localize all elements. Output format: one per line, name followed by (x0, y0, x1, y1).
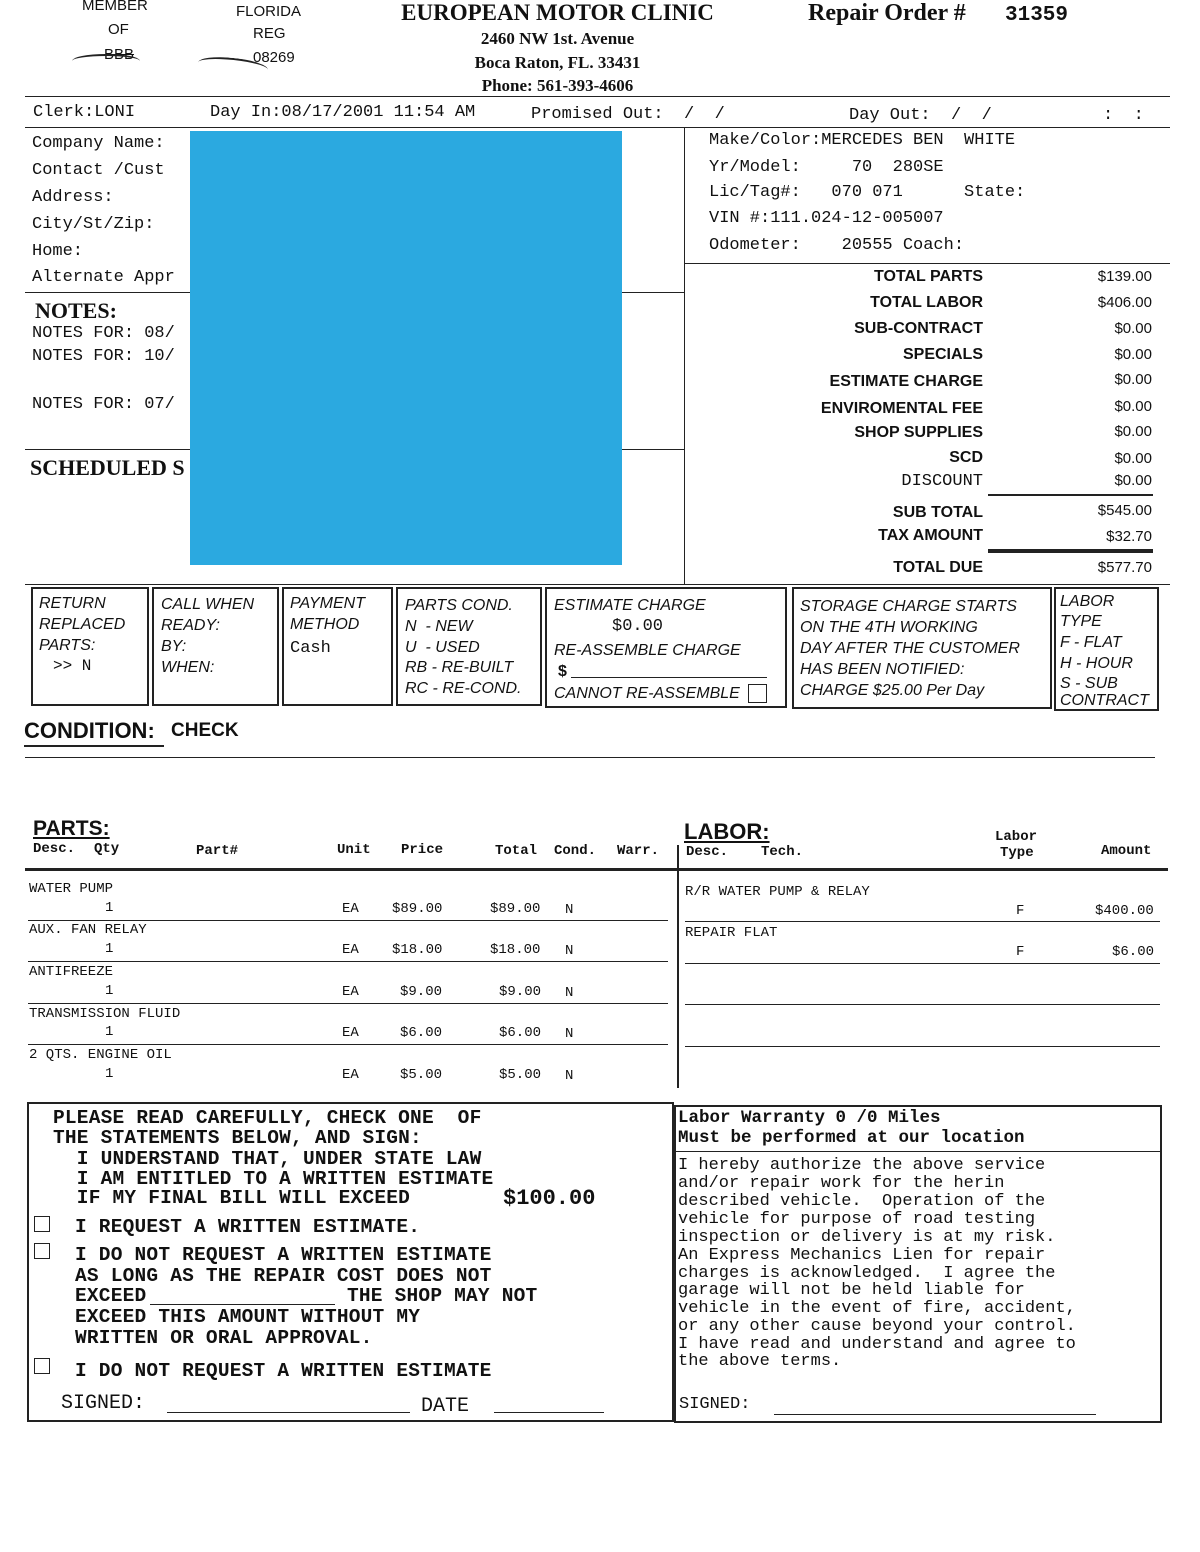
labor-type: F (1016, 903, 1025, 919)
totals-value: $32.70 (1106, 528, 1152, 545)
home-label: Home: (32, 242, 84, 261)
when-label: WHEN: (161, 659, 215, 676)
estimate-charge-label: ESTIMATE CHARGE (554, 597, 706, 614)
labor-desc: REPAIR FLAT (685, 925, 778, 941)
labor-type-label: TYPE (1060, 613, 1102, 630)
part-desc: 2 QTS. ENGINE OIL (29, 1047, 172, 1063)
consent-text: I AM ENTITLED TO A WRITTEN ESTIMATE (53, 1168, 494, 1190)
totals-value: $0.00 (1114, 398, 1152, 415)
divider (685, 263, 1170, 264)
part-desc: WATER PUMP (29, 881, 114, 897)
clerk-field: Clerk:LONI (33, 103, 136, 122)
totals-label: SPECIALS (902, 346, 983, 363)
call-when-ready-box (152, 587, 279, 706)
totals-label: ENVIROMENTAL FEE (820, 400, 983, 417)
divider (25, 96, 1170, 97)
parts-col-part: Part# (196, 843, 239, 859)
reassemble-charge-label: RE-ASSEMBLE CHARGE (554, 642, 741, 659)
labor-type-sub: S - SUB (1060, 675, 1118, 692)
part-total: $6.00 (499, 1025, 542, 1041)
part-desc: TRANSMISSION FLUID (29, 1006, 181, 1022)
row-divider (685, 963, 1160, 964)
lic-tag-field: Lic/Tag#: 070 071 State: (709, 183, 1026, 202)
repair-order-label: Repair Order # (808, 0, 966, 26)
part-cond: N (565, 985, 574, 1001)
part-qty: 1 (105, 1024, 114, 1040)
labor-type-box (1054, 587, 1159, 711)
labor-col-type: Labor (995, 829, 1038, 845)
totals-value: $577.70 (1097, 559, 1152, 576)
notes-line: NOTES FOR: 10/ (32, 347, 175, 366)
request-estimate-checkbox[interactable] (34, 1216, 50, 1232)
signed-label: SIGNED: (61, 1392, 146, 1415)
labor-heading: LABOR: (684, 819, 770, 844)
cond-rebuilt-label: RB - RE-BUILT (405, 659, 514, 676)
totals-value: $545.00 (1097, 502, 1152, 519)
authorization-text: I have read and understand and agree to (678, 1335, 1076, 1354)
payment-label: PAYMENT (290, 595, 365, 612)
payment-method-value: Cash (290, 639, 331, 658)
row-divider (28, 1044, 668, 1045)
warranty-text: Must be performed at our location (678, 1128, 1025, 1148)
consent-text: I UNDERSTAND THAT, UNDER STATE LAW (53, 1148, 482, 1170)
authorization-text: charges is acknowledged. I agree the (678, 1264, 1056, 1283)
option-no-estimate: I DO NOT REQUEST A WRITTEN ESTIMATE (75, 1360, 492, 1382)
divider (25, 757, 1155, 758)
condition-underline (24, 745, 164, 747)
parts-col-qty: Qty (94, 841, 120, 857)
totals-label: TOTAL DUE (893, 559, 983, 576)
labor-type-label: LABOR (1060, 593, 1115, 610)
part-qty: 1 (105, 941, 114, 957)
totals-value: $0.00 (1114, 371, 1152, 388)
authorization-text: vehicle in the event of fire, accident, (678, 1299, 1076, 1318)
part-qty: 1 (105, 900, 114, 916)
part-unit: EA (342, 942, 359, 958)
divider (25, 127, 1170, 128)
parts-cond-label: PARTS COND. (405, 597, 513, 614)
cannot-reassemble-label: CANNOT RE-ASSEMBLE (554, 685, 740, 702)
return-label: RETURN (39, 595, 106, 612)
part-cond: N (565, 902, 574, 918)
part-unit: EA (342, 1025, 359, 1041)
labor-col-desc: Desc. (686, 844, 729, 860)
estimate-limit: $100.00 (503, 1186, 596, 1211)
authorization-text: or any other cause beyond your control. (678, 1317, 1076, 1336)
vin-field: VIN #:111.024-12-005007 (709, 209, 944, 228)
reassemble-dollar: $ (558, 663, 567, 680)
consent-text: THE STATEMENTS BELOW, AND SIGN: (53, 1127, 422, 1149)
time-out-field: : : (1103, 106, 1144, 125)
totals-value: $0.00 (1114, 320, 1152, 337)
notes-line: NOTES FOR: 07/ (32, 395, 175, 414)
member-label: MEMBER (82, 0, 148, 14)
totals-label: ESTIMATE CHARGE (829, 373, 983, 390)
row-divider (28, 961, 668, 962)
labor-col-tech: Tech. (761, 844, 804, 860)
cond-used-label: U - USED (405, 639, 480, 656)
part-total: $5.00 (499, 1067, 542, 1083)
option-no-estimate-limit: AS LONG AS THE REPAIR COST DOES NOT (75, 1265, 492, 1287)
shop-street: 2460 NW 1st. Avenue (480, 29, 635, 48)
labor-type-flat: F - FLAT (1060, 634, 1122, 651)
part-unit: EA (342, 984, 359, 1000)
totals-value: $0.00 (1114, 423, 1152, 440)
auth-signature-line[interactable] (774, 1414, 1096, 1415)
authorization-text: described vehicle. Operation of the (678, 1192, 1046, 1211)
date-label: DATE (421, 1395, 470, 1418)
part-price: $5.00 (400, 1067, 443, 1083)
divider (684, 127, 685, 585)
labor-type-hour: H - HOUR (1060, 655, 1133, 672)
table-header-rule (25, 868, 1168, 871)
divider (677, 845, 679, 1088)
return-parts-box (31, 587, 149, 706)
parts-col-price: Price (401, 842, 444, 858)
part-cond: N (565, 1026, 574, 1042)
call-when-label: CALL WHEN (161, 596, 255, 613)
parts-heading: PARTS: (33, 817, 110, 840)
option-no-estimate-limit: THE SHOP MAY NOT (347, 1285, 538, 1307)
bbb-label: BBB (104, 46, 135, 63)
repair-order-number: 31359 (1005, 4, 1069, 27)
cond-recond-label: RC - RE-COND. (405, 680, 522, 697)
authorization-text: I hereby authorize the above service (678, 1156, 1046, 1175)
authorization-text: inspection or delivery is at my risk. (678, 1228, 1056, 1247)
member-of-label: OF (108, 21, 129, 38)
auth-signed-label: SIGNED: (679, 1395, 751, 1414)
reg-number: 08269 (253, 49, 295, 66)
reg-label: REG (253, 25, 286, 42)
divider (25, 584, 1170, 585)
cond-new-label: N - NEW (405, 618, 473, 635)
signature-line[interactable] (167, 1412, 410, 1413)
part-desc: AUX. FAN RELAY (29, 922, 147, 938)
day-out-field: Day Out: / / (849, 106, 992, 125)
method-label: METHOD (290, 616, 360, 633)
part-price: $89.00 (392, 901, 443, 917)
labor-amount: $400.00 (1095, 903, 1154, 919)
no-estimate-checkbox[interactable] (34, 1358, 50, 1374)
company-name-label: Company Name: (32, 134, 165, 153)
totals-label: TAX AMOUNT (878, 527, 983, 544)
part-qty: 1 (105, 1066, 114, 1082)
parts-col-total: Total (495, 843, 538, 859)
no-estimate-limit-checkbox[interactable] (34, 1243, 50, 1259)
row-divider (685, 921, 1160, 922)
authorization-text: and/or repair work for the herin (678, 1174, 1005, 1193)
totals-value: $0.00 (1114, 450, 1152, 467)
scheduled-heading: SCHEDULED S (30, 455, 185, 480)
florida-label: FLORIDA (236, 3, 302, 20)
replaced-label: REPLACED (39, 616, 126, 633)
reassemble-line (571, 677, 767, 678)
option-request-estimate: I REQUEST A WRITTEN ESTIMATE. (75, 1216, 421, 1238)
condition-value: CHECK (171, 720, 239, 741)
condition-label: CONDITION: (24, 718, 155, 743)
totals-value: $0.00 (1114, 346, 1152, 363)
labor-col-type: Type (1000, 845, 1034, 861)
row-divider (685, 1046, 1160, 1047)
part-price: $18.00 (392, 942, 443, 958)
yr-model-field: Yr/Model: 70 280SE (709, 158, 944, 177)
shop-name: EUROPEAN MOTOR CLINIC (401, 0, 714, 25)
labor-type-contract: CONTRACT (1060, 692, 1149, 709)
part-total: $18.00 (490, 942, 541, 958)
parts-col-unit: Unit (337, 842, 371, 858)
payment-method-box (282, 587, 393, 706)
row-divider (28, 920, 668, 921)
divider (675, 1151, 1161, 1152)
storage-label: ON THE 4TH WORKING (800, 619, 978, 636)
option-no-estimate-limit: EXCEED (75, 1285, 147, 1307)
total-rule (988, 549, 1153, 553)
storage-label: DAY AFTER THE CUSTOMER (800, 640, 1020, 657)
storage-charge-box (792, 587, 1052, 709)
shop-city: Boca Raton, FL. 33431 (474, 53, 641, 72)
promised-out-field: Promised Out: / / (531, 105, 725, 124)
totals-label: TOTAL LABOR (870, 294, 983, 311)
consent-text: IF MY FINAL BILL WILL EXCEED (53, 1187, 411, 1209)
option-no-estimate-limit: EXCEED THIS AMOUNT WITHOUT MY (75, 1306, 421, 1328)
totals-label: SUB TOTAL (892, 504, 983, 521)
authorization-text: the above terms. (678, 1352, 842, 1371)
authorization-text: garage will not be held liable for (678, 1281, 1025, 1300)
part-total: $9.00 (499, 984, 542, 1000)
labor-desc: R/R WATER PUMP & RELAY (685, 884, 870, 900)
storage-label: HAS BEEN NOTIFIED: (800, 661, 965, 678)
parts-label: PARTS: (39, 637, 96, 654)
storage-label: STORAGE CHARGE STARTS (800, 598, 1017, 615)
consent-text: PLEASE READ CAREFULLY, CHECK ONE OF (53, 1107, 482, 1129)
estimate-charge-value: $0.00 (612, 617, 664, 636)
row-divider (685, 1004, 1160, 1005)
contact-label: Contact /Cust (32, 161, 165, 180)
scribble-mark (72, 54, 140, 68)
part-cond: N (565, 1068, 574, 1084)
totals-label: SHOP SUPPLIES (854, 424, 983, 441)
estimate-charge-box (545, 587, 787, 708)
totals-label: SCD (949, 449, 983, 466)
row-divider (28, 1003, 668, 1004)
part-total: $89.00 (490, 901, 541, 917)
address-label: Address: (32, 188, 114, 207)
totals-label: DISCOUNT (901, 472, 983, 491)
warranty-text: Labor Warranty 0 /0 Miles (678, 1108, 941, 1128)
ready-label: READY: (161, 617, 220, 634)
subtotal-rule (988, 494, 1153, 496)
authorization-text: An Express Mechanics Lien for repair (678, 1246, 1046, 1265)
option-no-estimate-limit: WRITTEN OR ORAL APPROVAL. (75, 1327, 373, 1349)
city-label: City/St/Zip: (32, 215, 155, 234)
labor-col-amount: Amount (1101, 843, 1152, 859)
parts-col-desc: Desc. (33, 841, 76, 857)
parts-col-cond: Cond. (554, 843, 597, 859)
part-unit: EA (342, 1067, 359, 1083)
totals-label: SUB-CONTRACT (854, 320, 983, 337)
part-price: $6.00 (400, 1025, 443, 1041)
shop-phone: Phone: 561-393-4606 (481, 76, 634, 95)
exceed-amount-blank[interactable] (150, 1304, 335, 1305)
notes-heading: NOTES: (35, 298, 117, 323)
part-cond: N (565, 943, 574, 959)
date-line[interactable] (494, 1412, 604, 1413)
parts-condition-box (396, 587, 542, 706)
authorization-text: vehicle for purpose of road testing (678, 1210, 1036, 1229)
day-in-field: Day In:08/17/2001 11:54 AM (210, 103, 476, 122)
part-desc: ANTIFREEZE (29, 964, 114, 980)
option-no-estimate-limit: I DO NOT REQUEST A WRITTEN ESTIMATE (75, 1244, 492, 1266)
return-parts-value: >> N (53, 657, 92, 675)
by-label: BY: (161, 638, 187, 655)
part-price: $9.00 (400, 984, 443, 1000)
totals-value: $406.00 (1097, 294, 1152, 311)
totals-value: $139.00 (1097, 268, 1152, 285)
labor-amount: $6.00 (1112, 944, 1155, 960)
odometer-field: Odometer: 20555 Coach: (709, 236, 965, 255)
part-unit: EA (342, 901, 359, 917)
alternate-label: Alternate Appr (32, 268, 175, 287)
totals-value: $0.00 (1114, 472, 1152, 489)
totals-label: TOTAL PARTS (873, 268, 983, 285)
sticky-note-redaction (190, 131, 622, 565)
cannot-reassemble-checkbox[interactable] (748, 684, 767, 703)
storage-charge-rate: CHARGE $25.00 Per Day (800, 682, 985, 699)
notes-line: NOTES FOR: 08/ (32, 324, 175, 343)
make-color-field: Make/Color:MERCEDES BEN WHITE (709, 131, 1016, 150)
part-qty: 1 (105, 983, 114, 999)
labor-type: F (1016, 944, 1025, 960)
parts-col-warr: Warr. (617, 843, 660, 859)
